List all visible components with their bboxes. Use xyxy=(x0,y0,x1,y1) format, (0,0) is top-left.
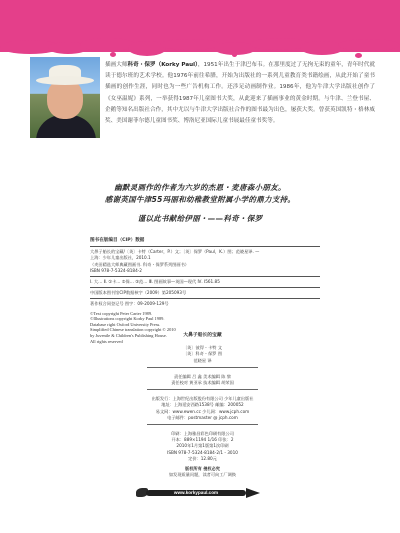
divider xyxy=(147,424,258,425)
book-title: 大鼻子船长的宝藏 xyxy=(183,333,222,338)
cip-block xyxy=(90,238,320,344)
cip-line: （麦田精选大师典藏图画书. 科奇・保罗系列图画书） xyxy=(90,261,189,267)
cip-title: 图书在版编目（CIP）数据 xyxy=(90,238,145,243)
copyright-english: ©Text copyright Peter Carter 1989. ©Illustrations copyright Korky Paul 1989. Database right Oxford University Press. Simplified Chinese translation copyright © 2010 by Juvenile & Children's Publishing House. All rights reserved xyxy=(90,310,176,344)
rights-title: 版权所有 侵权必究 xyxy=(185,466,220,472)
publisher-info: 出版发行：上海世纪出版股份有限公司 少年儿童出版社 地址：上海延安西路1538号 邮编：200052 易文网：www.ewen.cc 少儿网：www.jcph.com 电子邮件：postmaster @ jcph.com xyxy=(151,396,254,420)
rights-note: 如发现质量问题，读者可向工厂调换 xyxy=(168,472,236,478)
author-name: 科奇・保罗（Korky Paul） xyxy=(127,62,198,68)
cip-classification: Ⅰ. 大… Ⅱ. ①卡… ②保… ③范… Ⅲ. 图画故事—英国—现代 Ⅳ. I561.85 xyxy=(90,279,220,285)
divider xyxy=(90,276,320,277)
pen-nib-icon xyxy=(246,488,260,498)
divider xyxy=(90,246,320,247)
cip-isbn: ISBN 978-7-5324-8184-2 xyxy=(90,267,142,273)
print-info: 印刷：上海雅昌彩色印刷有限公司 开本：889×1194 1/16 印张：2 2010年1月第1版第1次印刷 ISBN 978-7-5324-8184-2/1・3010 定价：12.80元 xyxy=(167,431,238,461)
website-logo xyxy=(138,486,262,498)
credits: 〔英〕彼得・卡特 文 〔英〕科奇・保罗 图 范晓星 译 xyxy=(182,345,223,363)
cip-line: 大鼻子船长的宝藏/〔英〕卡特（Carter，P.）文；〔英〕保罗（Paul，K.）图；范晓星译. — xyxy=(90,249,260,255)
author-photo xyxy=(30,57,100,138)
divider xyxy=(147,389,258,390)
editors: 责任编辑 吕 鑫 美术编辑 陈 黎 责任校对 黄亚承 技术编辑 胡荣国 xyxy=(171,373,234,386)
website-url: www.korkypaul.com xyxy=(173,490,219,495)
dedication-line-3: 谨以此书献给伊丽・——科奇・保罗 xyxy=(137,214,263,223)
contract-registration: 著作权合同登记号 图字：09-2009-129号 xyxy=(90,301,169,307)
divider xyxy=(147,367,258,368)
colophon xyxy=(125,333,280,478)
dedication-line-2: 感谢英国牛津55玛丽和幼稚教堂附属小学的鼎力支持。 xyxy=(104,195,296,204)
divider xyxy=(90,298,320,299)
cip-line: 上海：少年儿童出版社，2010.1 xyxy=(90,255,151,261)
author-bio: 插画大师科奇・保罗（Korky Paul），1951年出生于津巴布韦。在那里度过了无拘无束的童年，青年时代就读于德尔班的艺术学校。他1976年前往希腊，开始为出版社的一系列儿童教育类书籍绘画，从此开始了童书插画的创作生涯，同时也为一些广告机构工作。还涉足动画制作业。1986年，他为牛津大学出版社创作了《女巫温妮》系列，一举获得1987年儿童图书大奖，从此迎来了插画事业的黄金时期。与牛津、兰登书屋、企鹅等知名出版社合作，其中尤以与牛津大学出版社合作的图书最为出色，屡获大奖。曾获英国凯特・格林威奖、美国谢菲尔德儿童图书奖、博洛尼亚国际儿童书展最佳童书奖等。 xyxy=(105,62,375,125)
cip-record: 中国版本图书馆CIP数据核字（2009）第205093号 xyxy=(90,290,187,296)
divider xyxy=(90,287,320,288)
dedication-line-1: 幽默灵画作的作者为六岁的杰恩・麦唐森小朋友。 xyxy=(114,183,286,192)
